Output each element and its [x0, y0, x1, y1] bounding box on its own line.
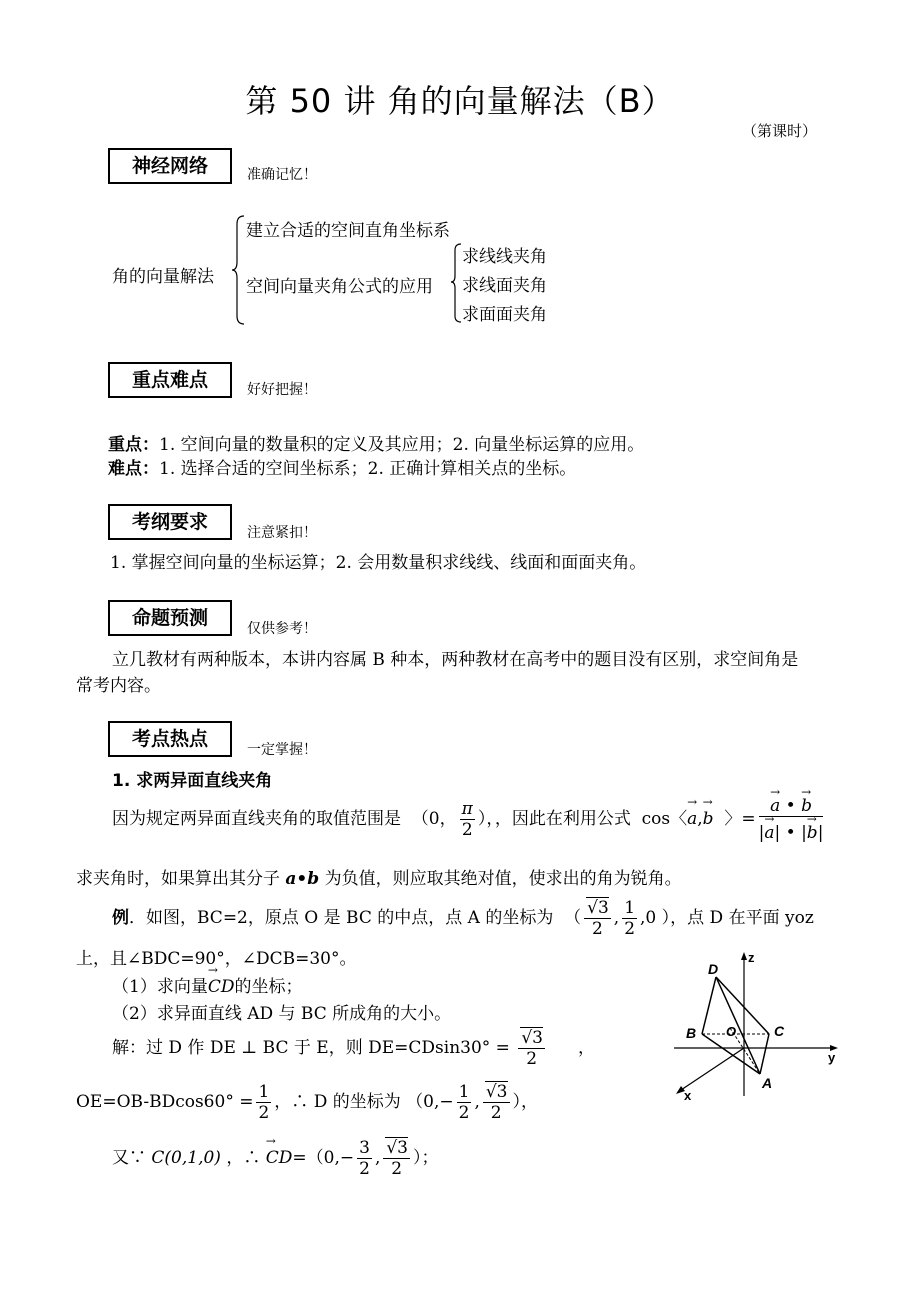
hot-paragraph-2: 求夹角时，如果算出其分子 a•b 为负值，则应取其绝对值，使求出的角为锐角。	[76, 869, 682, 889]
label-O: O	[726, 1024, 737, 1039]
solution-line-1: 解：过 D 作 DE ⊥ BC 于 E，则 DE=CDsin30° = $\frac{√3}{2}$ ，	[112, 1028, 595, 1069]
tree-leaf-3: 求面面夹角	[462, 305, 547, 325]
section-exam-box: 考纲要求	[108, 504, 232, 540]
section-exam-hint: 注意紧扣！	[247, 525, 317, 541]
hot-paragraph-1: 因为规定两异面直线夹角的取值范围是 （0， $\frac{\pi}{2}$ ），，因此在利用公式 cos〈→ a,→ b 〉= → $\frac{a • \to b}{|\to a| • |\to b|}$	[112, 796, 826, 842]
question-1: （1）求向量→ CD的坐标；	[112, 972, 302, 997]
section-key-hint: 好好把握！	[247, 382, 317, 398]
example-line-1: 例．如图，BC=2，原点 O 是 BC 的中点，点 A 的坐标为 （ $\frac{√3}{2}$ , $\frac{1}{2}$ ,0 ），点 D 在平面 yoz	[112, 898, 814, 939]
section-hot-box: 考点热点	[108, 721, 232, 757]
section-hot-hint: 一定掌握！	[247, 742, 317, 758]
label-A: A	[762, 1075, 773, 1091]
key-point-line: 重点：1. 空间向量的数量积的定义及其应用；2. 向量坐标运算的应用。	[108, 435, 645, 455]
tree-branch-1: 建立合适的空间直角坐标系	[246, 221, 450, 241]
label-B: B	[686, 1025, 697, 1041]
label-C: C	[774, 1023, 785, 1039]
tree-leaf-2: 求线面夹角	[462, 276, 547, 296]
tree-branch-2: 空间向量夹角公式的应用	[246, 277, 433, 297]
x-axis	[678, 1048, 744, 1092]
question-2: （2）求异面直线 AD 与 BC 所成角的大小。	[112, 1004, 452, 1024]
example-line-2: 上，且∠BDC=90°，∠DCB=30°。	[76, 949, 357, 969]
tree-brace-main	[232, 214, 246, 326]
section-predict-box: 命题预测	[108, 600, 232, 636]
label-x: x	[684, 1088, 692, 1102]
tree-leaf-1: 求线线夹角	[462, 247, 547, 267]
section-network-box: 神经网络	[108, 148, 232, 184]
tree-root: 角的向量解法	[112, 267, 214, 287]
solution-line-2: OE=OB-BDcos60° = $\frac{1}{2}$ ，∴ D 的坐标为 （0,− $\frac{1}{2}$ , $\frac{√3}{2}$ ），	[76, 1082, 538, 1123]
page-title: 第 50 讲 角的向量解法（B）	[245, 82, 675, 120]
prediction-line-1: 立几教材有两种版本，本讲内容属 B 种本，两种教材在高考中的题目没有区别，求空间角是	[112, 650, 799, 670]
section-predict-hint: 仅供参考！	[247, 621, 317, 637]
label-D: D	[708, 961, 719, 977]
exam-requirement: 1. 掌握空间向量的坐标运算；2. 会用数量积求线线、线面和面面夹角。	[110, 553, 647, 573]
prediction-line-2: 常考内容。	[76, 676, 161, 696]
section-network-hint: 准确记忆！	[247, 167, 317, 183]
geometry-figure	[668, 950, 848, 1102]
section-key-box: 重点难点	[108, 362, 232, 398]
label-z: z	[748, 950, 755, 965]
solution-line-3: 又∵ C(0,1,0) ，∴ → CD=（0,− $\frac{3}{2}$ , $\frac{√3}{2}$ ）；	[112, 1138, 439, 1179]
lesson-subtitle: （第课时）	[742, 122, 818, 140]
hard-point-line: 难点：1. 选择合适的空间坐标系；2. 正确计算相关点的坐标。	[108, 459, 577, 479]
hot-heading: 1. 求两异面直线夹角	[112, 771, 273, 791]
label-y: y	[828, 1050, 836, 1065]
